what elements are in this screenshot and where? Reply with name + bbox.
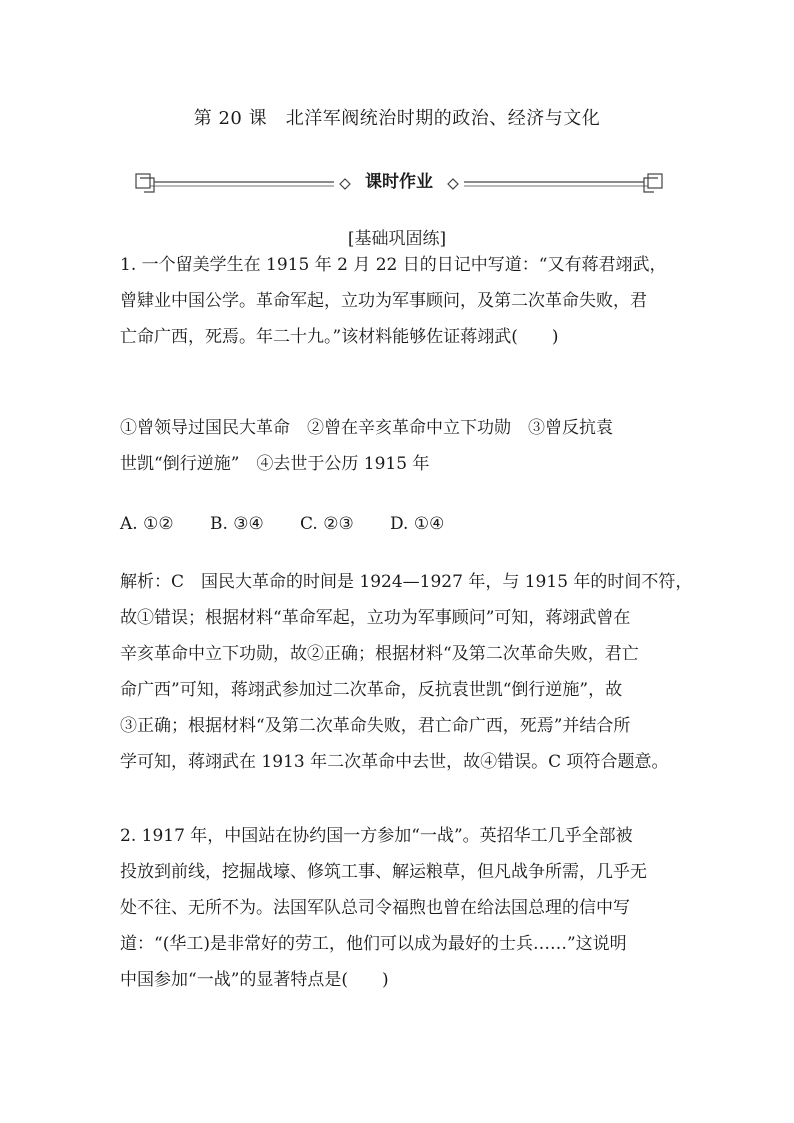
banner-label: 课时作业 [365,172,433,192]
question-2-line: 投放到前线，挖掘战壕、修筑工事、解运粮草，但凡战争所需，几乎无 [120,862,647,882]
question-2-line: 2. 1917 年，中国站在协约国一方参加“一战”。英招华工几乎全部被 [120,826,633,846]
question-2-stem [120,818,680,998]
question-1-line: 亡命广西，死焉。年二十九。”该材料能够佐证蒋翊武( ) [120,327,559,347]
analysis-line: 故①错误；根据材料“革命军起，立功为军事顾问”可知，蒋翊武曾在 [120,608,631,628]
section-title: [基础巩固练] [347,229,447,249]
choice-c: C. ②③ [300,514,354,534]
analysis-line: ③正确；根据材料“及第二次革命失败，君亡命广西，死焉”并结合所 [120,716,631,736]
question-1-analysis [120,564,693,780]
question-1-statements [120,410,680,482]
analysis-line: 辛亥革命中立下功勋，故②正确；根据材料“及第二次革命失败，君亡 [120,644,639,664]
statement-line: ①曾领导过国民大革命 ②曾在辛亥革命中立下功勋 ③曾反抗袁 [120,418,613,438]
question-1-stem [120,247,680,355]
lesson-title: 第 20 课 北洋军阀统治时期的政治、经济与文化 [193,108,601,129]
question-1-line: 曾肄业中国公学。革命军起，立功为军事顾问，及第二次革命失败，君 [120,291,647,311]
analysis-line: 学可知，蒋翊武在 1913 年二次革命中去世，故④错误。C 项符合题意。 [120,752,669,772]
homework-banner [134,170,664,194]
question-2-line: 道：“(华工)是非常好的劳工，他们可以成为最好的士兵……”这说明 [120,934,627,954]
choice-b: B. ③④ [210,514,264,534]
question-1-choices [120,506,680,542]
statement-line: 世凯“倒行逆施” ④去世于公历 1915 年 [120,454,430,474]
question-2-line: 处不往、无所不为。法国军队总司令福煦也曾在给法国总理的信中写 [120,898,630,918]
choice-a: A. ①② [120,514,174,534]
choice-d: D. ①④ [390,514,445,534]
analysis-line: 命广西”可知，蒋翊武参加过二次革命，反抗袁世凯“倒行逆施”，故 [120,680,623,700]
question-2-line: 中国参加“一战”的显著特点是( ) [120,970,389,990]
question-1-line: 1. 一个留美学生在 1915 年 2 月 22 日的日记中写道：“又有蒋君翊武， [120,255,667,275]
analysis-line: 解析：C 国民大革命的时间是 1924—1927 年，与 1915 年的时间不符， [120,572,693,592]
